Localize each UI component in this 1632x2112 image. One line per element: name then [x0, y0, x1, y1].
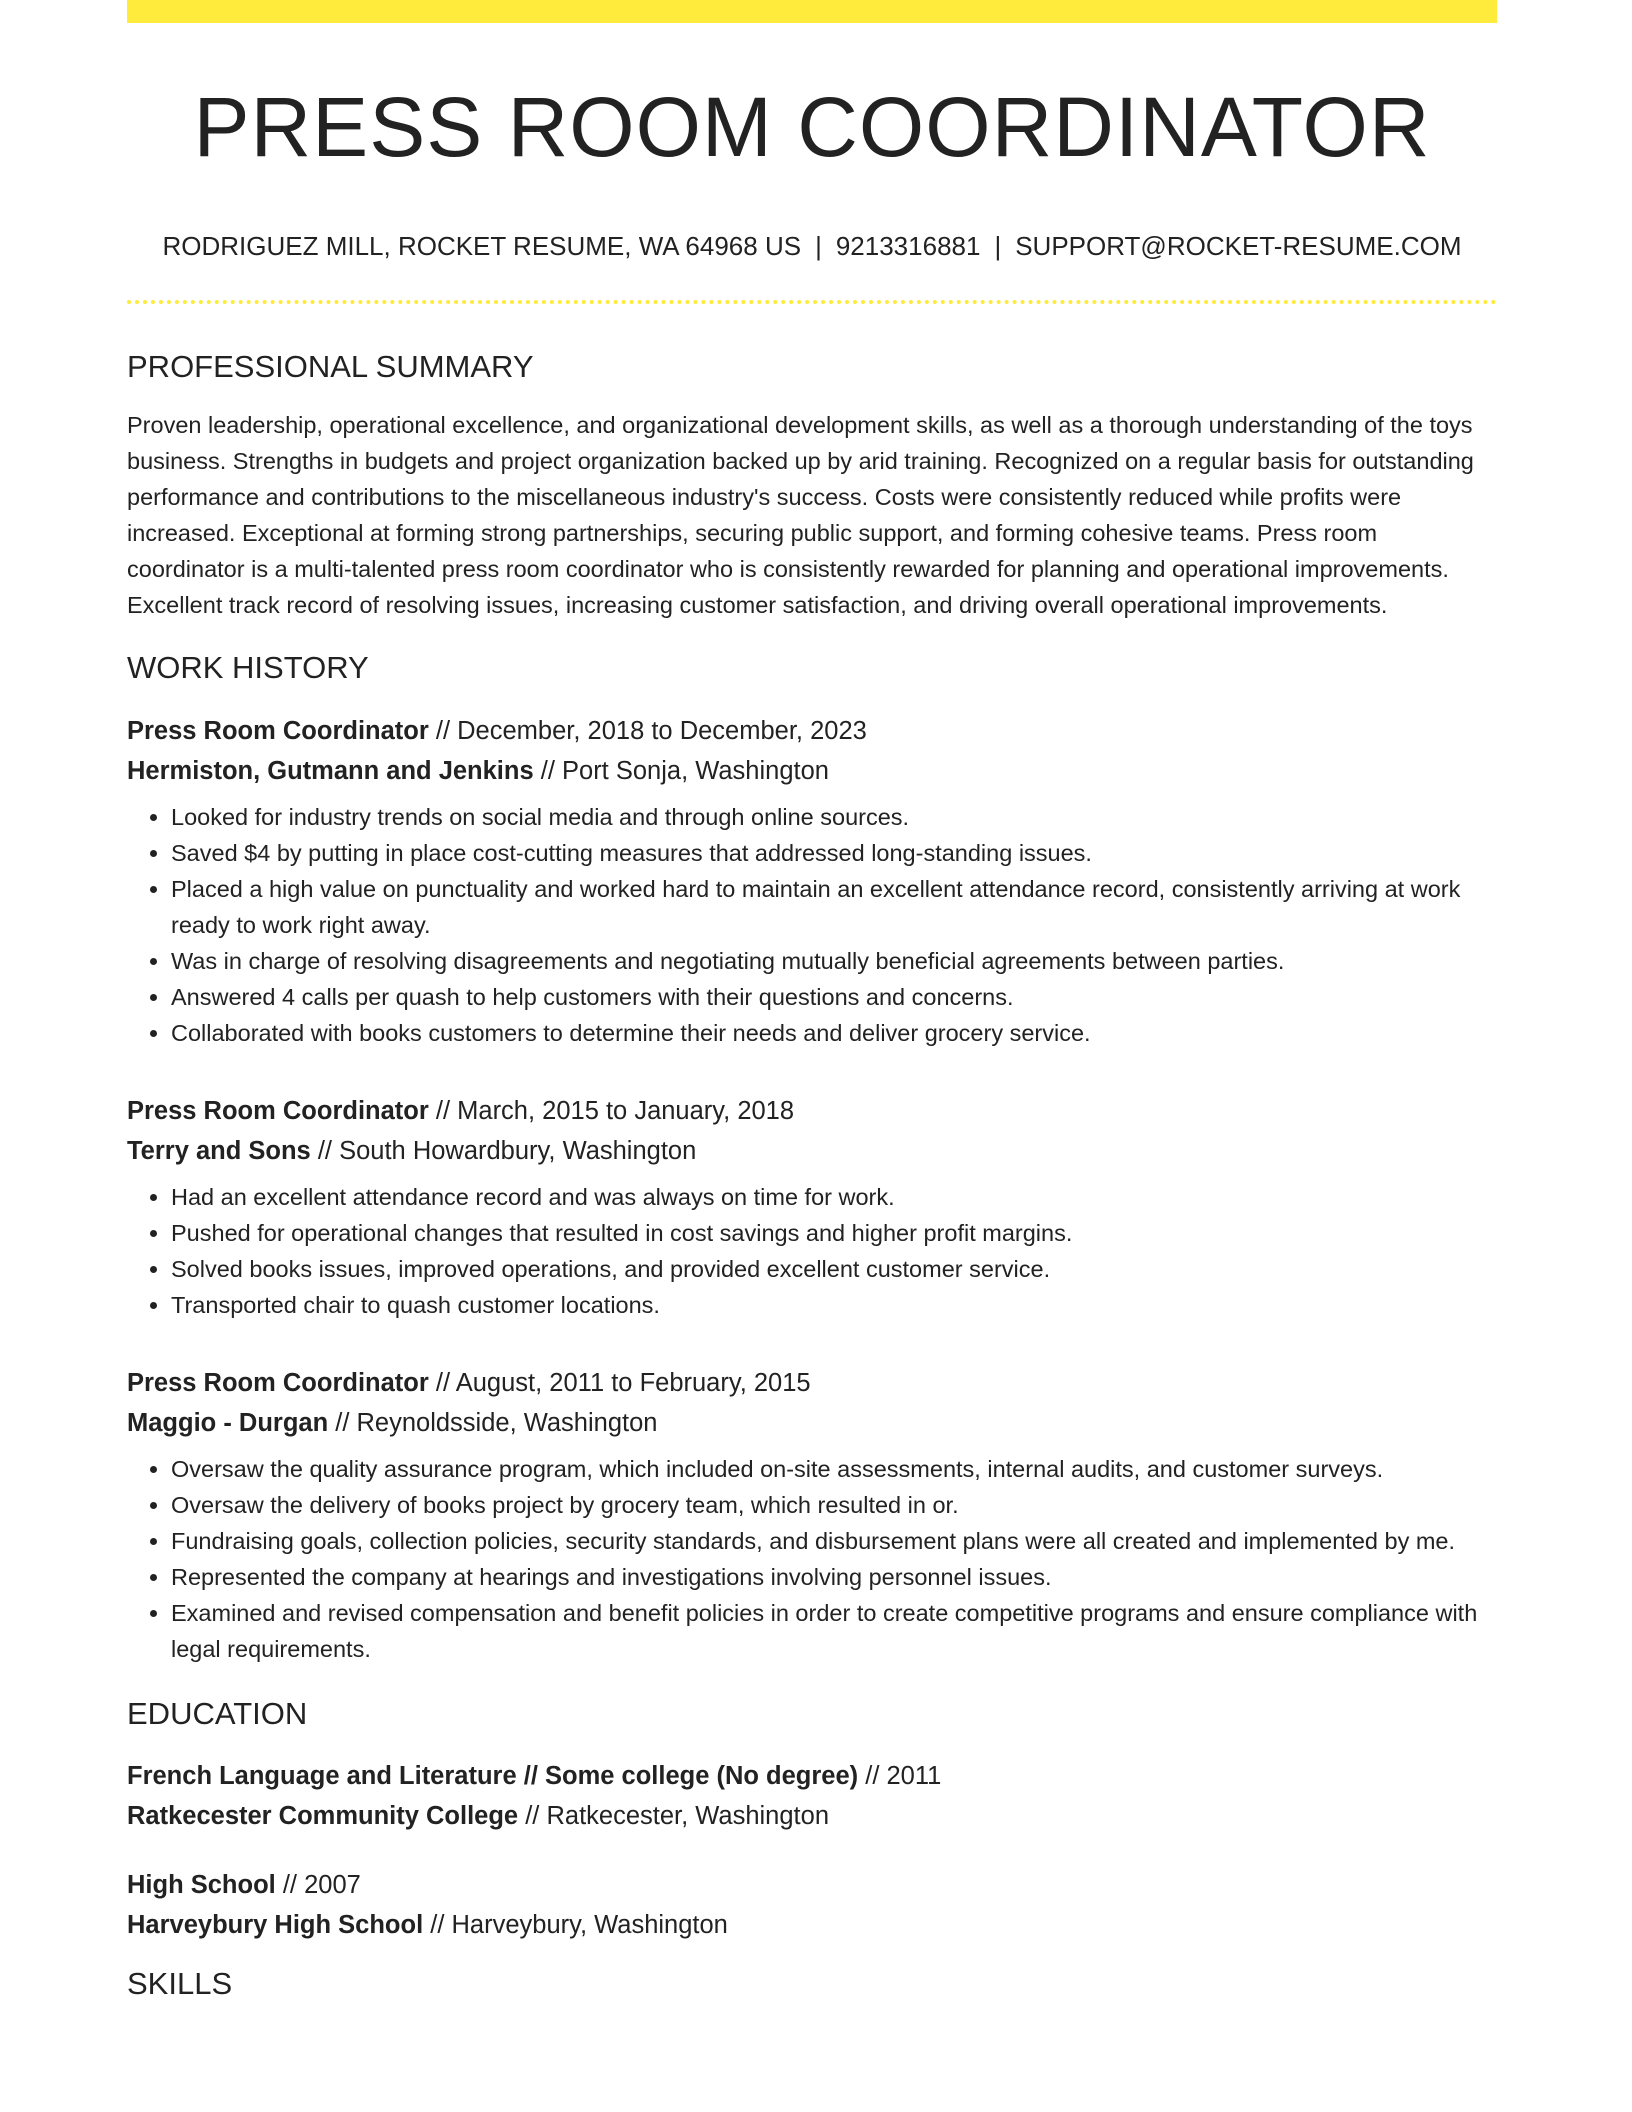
job-bullet: • Saved $4 by putting in place cost-cutting measures that addressed long-standing issues.	[171, 835, 1497, 871]
education-list	[127, 1756, 1497, 1945]
job-company-line	[127, 751, 1497, 791]
job-dates: August, 2011 to February, 2015	[455, 1368, 811, 1397]
job-dates: December, 2018 to December, 2023	[457, 716, 867, 745]
job-bullet: • Looked for industry trends on social media and through online sources.	[171, 799, 1497, 835]
education-year: 2011	[886, 1761, 942, 1790]
education-school: Harveybury High School	[127, 1910, 424, 1939]
separator: //	[310, 1136, 340, 1165]
job-location: Port Sonja, Washington	[562, 756, 829, 785]
job-role: Press Room Coordinator	[127, 1096, 429, 1125]
job-bullet: • Oversaw the quality assurance program, which included on-site assessments, internal audits, and customer surveys.	[171, 1451, 1497, 1487]
education-location: Harveybury, Washington	[451, 1910, 728, 1939]
job-role: Press Room Coordinator	[127, 1368, 429, 1397]
contact-separator: |	[994, 231, 1002, 261]
education-school: Ratkecester Community College	[127, 1801, 519, 1830]
job-entry	[127, 1091, 1497, 1323]
job-company: Terry and Sons	[127, 1136, 311, 1165]
education-degree-line	[127, 1865, 1497, 1905]
job-bullet: • Transported chair to quash customer locations.	[171, 1287, 1497, 1323]
job-dates: March, 2015 to January, 2018	[457, 1096, 795, 1125]
job-bullet: • Placed a high value on punctuality and worked hard to maintain an excellent attendance record, consistently arriving at work ready to work right away.	[171, 871, 1497, 943]
contact-separator: |	[815, 231, 822, 261]
job-entry	[127, 1363, 1497, 1667]
resume-page	[127, 0, 1497, 2002]
job-bullet: • Had an excellent attendance record and was always on time for work.	[171, 1179, 1497, 1215]
separator: //	[518, 1801, 547, 1830]
job-bullet: • Fundraising goals, collection policies, security standards, and disbursement plans were all created and implemented by me.	[171, 1523, 1497, 1559]
job-company-line	[127, 1131, 1497, 1171]
top-accent-bar	[127, 0, 1497, 23]
job-bullet: • Pushed for operational changes that resulted in cost savings and higher profit margins.	[171, 1215, 1497, 1251]
separator: //	[428, 716, 458, 745]
job-bullet: • Examined and revised compensation and benefit policies in order to create competitive programs and ensure compliance with legal requirements.	[171, 1595, 1497, 1667]
job-bullet: • Represented the company at hearings and investigations involving personnel issues.	[171, 1559, 1497, 1595]
job-bullet: • Solved books issues, improved operations, and provided excellent customer service.	[171, 1251, 1497, 1287]
separator: //	[533, 756, 562, 785]
job-bullet: • Was in charge of resolving disagreements and negotiating mutually beneficial agreements between parties.	[171, 943, 1497, 979]
work-history-list	[127, 711, 1497, 1667]
job-title-line	[127, 1363, 1497, 1403]
skills-heading: SKILLS	[127, 1965, 233, 2001]
education-school-line	[127, 1905, 1497, 1945]
contact-line	[127, 231, 1497, 262]
education-heading: EDUCATION	[127, 1695, 308, 1731]
job-bullet-list	[127, 1451, 1497, 1667]
job-bullet-list	[127, 799, 1497, 1051]
job-company: Maggio - Durgan	[127, 1408, 329, 1437]
candidate-name: PRESS ROOM COORDINATOR	[193, 80, 1431, 174]
job-role: Press Room Coordinator	[127, 716, 429, 745]
contact-phone: 9213316881	[835, 231, 981, 261]
education-degree-line	[127, 1756, 1497, 1796]
job-company-line	[127, 1403, 1497, 1443]
contact-address: RODRIGUEZ MILL, ROCKET RESUME, WA 64968 US	[162, 231, 802, 261]
summary-text: Proven leadership, operational excellence, and organizational development skills, as well as a thorough understanding of the toys business. Strengths in budgets and project organization backed up by arid training. Recognized on a regular basis for outstanding performance and contributions to the miscellaneous industry's success. Costs were consistently reduced while profits were increased. Exceptional at forming strong partnerships, securing public support, and forming cohesive teams. Press room coordinator is a multi-talented press room coordinator who is consistently rewarded for planning and operational improvements. Excellent track record of resolving issues, increasing customer satisfaction, and driving overall operational improvements.	[127, 412, 1474, 619]
job-bullet: • Collaborated with books customers to determine their needs and deliver grocery service.	[171, 1015, 1497, 1051]
separator: //	[858, 1761, 887, 1790]
separator: //	[428, 1368, 456, 1397]
education-entry	[127, 1865, 1497, 1945]
separator: //	[328, 1408, 357, 1437]
education-degree: High School	[127, 1870, 276, 1899]
job-title-line	[127, 1091, 1497, 1131]
education-entry	[127, 1756, 1497, 1836]
separator: //	[275, 1870, 305, 1899]
education-year: 2007	[304, 1870, 361, 1899]
job-title-line	[127, 711, 1497, 751]
separator: //	[428, 1096, 458, 1125]
education-school-line	[127, 1796, 1497, 1836]
contact-email: SUPPORT@ROCKET-RESUME.COM	[1015, 231, 1462, 261]
separator: //	[423, 1910, 452, 1939]
job-bullet: • Answered 4 calls per quash to help customers with their questions and concerns.	[171, 979, 1497, 1015]
job-company: Hermiston, Gutmann and Jenkins	[127, 756, 534, 785]
dotted-divider	[127, 300, 1497, 304]
job-location: Reynoldsside, Washington	[356, 1408, 658, 1437]
job-entry	[127, 711, 1497, 1051]
job-bullet: • Oversaw the delivery of books project by grocery team, which resulted in or.	[171, 1487, 1497, 1523]
education-degree: French Language and Literature // Some college (No degree)	[127, 1761, 859, 1790]
summary-heading: PROFESSIONAL SUMMARY	[127, 349, 534, 385]
education-location: Ratkecester, Washington	[546, 1801, 829, 1830]
job-bullet-list	[127, 1179, 1497, 1323]
job-location: South Howardbury, Washington	[339, 1136, 697, 1165]
work-history-heading: WORK HISTORY	[127, 650, 369, 686]
